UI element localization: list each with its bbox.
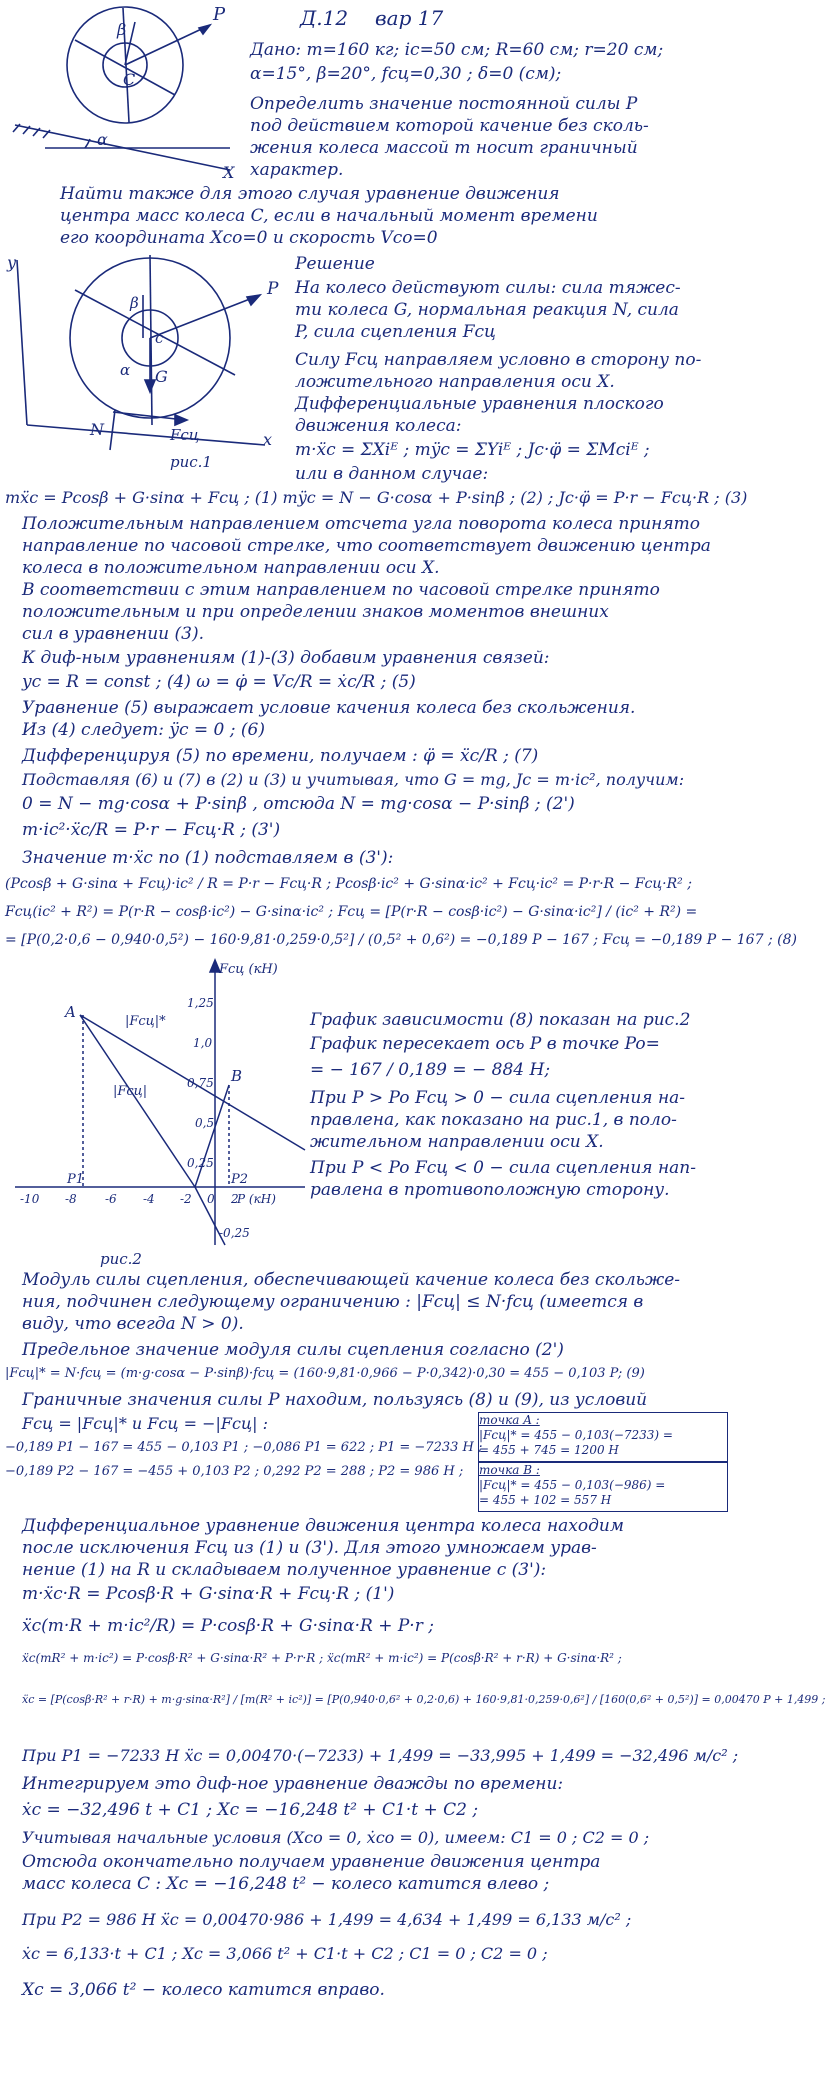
fig2-point-b: B [231,1067,243,1085]
fig1-p-label: P [267,279,279,299]
eq-integ-2: ẋc = 6,133·t + C1 ; Xc = 3,066 t² + C1·t + C2 ; C1 = 0 ; C2 = 0 ; [22,1944,548,1963]
fig2-xtick-2: -6 [105,1192,117,1206]
fig2-xtick-3: -4 [143,1192,155,1206]
body2-line-4: Предельное значение модуля силы сцепления согласно (2') [22,1340,564,1360]
fig1-caption: рис.1 [170,453,212,471]
task-line-4: характер. [250,160,344,180]
task-line-3: жения колеса массой m носит граничный [250,138,638,158]
graph-text-6: жительном направлении оси X. [310,1132,604,1152]
eq-fsc-general: Fсц(ic² + R²) = P(r·R − cosβ·ic²) − G·sinα·ic² ; Fсц = [P(r·R − cosβ·ic²) − G·sinα·ic²] / (ic² + R²) = [5,904,698,920]
solution-line-5: ложительного направления оси X. [295,372,615,392]
fig0-x: X [223,163,235,182]
graph-text-3: = − 167 / 0,189 = − 884 Н; [310,1060,551,1080]
box-b-title: точка B : [479,1463,540,1477]
eq-6: Из (4) следует: ÿc = 0 ; (6) [22,720,265,740]
body-line-6: сил в уравнении (3). [22,624,205,644]
graph-text-1: График зависимости (8) показан на рис.2 [310,1010,691,1030]
given-line-2: α=15°, β=20°, fсц=0,30 ; δ=0 (см); [250,64,562,84]
fig2-xtick-4: -2 [180,1192,192,1206]
eq-p1: −0,189 P1 − 167 = 455 − 0,103 P1 ; −0,086 P1 = 622 ; P1 = −7233 Н ; [5,1440,483,1455]
fig1-f-label: Fсц [170,426,200,444]
solution-title: Решение [295,254,375,274]
box-b-line2: = 455 + 102 = 557 Н [479,1493,612,1507]
body2-line-1: Модуль силы сцепления, обеспечивающей качение колеса без скольже- [22,1270,681,1290]
box-a-line2: = 455 + 745 = 1200 Н [479,1443,619,1457]
figure-2-graph [5,955,310,1260]
body-line-5: положительным и при определении знаков моментов внешних [22,602,609,622]
graph-text-4: При P > Po Fсц > 0 − сила сцепления на- [310,1088,686,1108]
body2-line-11: после исключения Fсц из (1) и (3'). Для этого умножаем урав- [22,1538,597,1558]
fig2-ytick-5: -0,25 [219,1226,250,1240]
eq-p2: −0,189 P2 − 167 = −455 + 0,103 P2 ; 0,292 P2 = 288 ; P2 = 986 Н ; [5,1464,464,1479]
body-line-7: К диф-ным уравнениям (1)-(3) добавим уравнения связей: [22,648,550,668]
eq-7: Дифференцируя (5) по времени, получаем : φ̈ = ẍc/R ; (7) [22,746,539,766]
body2-line-18: Интегрируем это диф-ное уравнение дважды по времени: [22,1774,564,1794]
fig2-line-b [195,1085,229,1187]
given-line-1: Дано: m=160 кг; ic=50 см; R=60 см; r=20 см; [250,40,664,60]
fig2-ytick-3: 0,5 [195,1116,215,1130]
fig0-alpha: α [97,130,108,149]
box-point-b [478,1462,728,1512]
solution-line-1: На колесо действуют силы: сила тяжес- [295,278,681,298]
eq-integ-1: ẋc = −32,496 t + C1 ; Xc = −16,248 t² + C1·t + C2 ; [22,1800,479,1820]
fig2-xtick-5: 0 [207,1192,215,1206]
fig1-n-label: N [90,420,104,439]
fig0-p: P [213,4,226,25]
eq-xc-2: ẍc(mR² + m·ic²) = P·cosβ·R² + G·sinα·R² + P·r·R ; ẍc(mR² + m·ic²) = P(cosβ·R² + r·R) + G·sinα·R² ; [22,1651,622,1665]
eq-9: |Fсц|* = N·fсц = (m·g·cosα − P·sinβ)·fсц = (160·9,81·0,966 − P·0,342)·0,30 = 455 − 0,103 P; (9) [5,1366,645,1381]
body-line-1: Положительным направлением отсчета угла поворота колеса принято [22,514,700,534]
eq-p1-accel: При P1 = −7233 Н ẍc = 0,00470·(−7233) + 1,499 = −33,995 + 1,499 = −32,496 м/с² ; [22,1746,739,1765]
solution-line-4: Силу Fсц направляем условно в сторону по- [295,350,702,370]
problem-number: Д.12 [300,6,349,30]
fig0-c: C [123,70,136,89]
fig2-line-mod [80,1015,195,1187]
eq-xc-1: ẍc(m·R + m·ic²/R) = P·cosβ·R + G·sinα·R + P·r ; [22,1616,434,1636]
fig2-point-p1: P1 [67,1172,85,1187]
fig0-beta: β [117,20,127,39]
eq-3prime: m·ic²·ẍc/R = P·r − Fсц·R ; (3') [22,820,281,840]
body-line-15: Значение m·ẍc по (1) подставляем в (3'): [22,848,394,868]
fig2-ytick-0: 1,25 [187,996,214,1010]
box-a-line1: |Fсц|* = 455 − 0,103(−7233) = [479,1428,673,1442]
fig2-xtick-0: -10 [20,1192,40,1206]
body2-line-10: Дифференциальное уравнение движения центра колеса находим [22,1516,624,1536]
task-line-2: под действием которой качение без сколь- [250,116,649,136]
graph-text-8: равлена в противоположную сторону. [310,1180,670,1200]
fig1-y-label: y [7,253,17,272]
fig2-caption: рис.2 [100,1250,142,1268]
fig2-ytick-2: 0,75 [187,1076,214,1090]
fig1-c-label: c [155,329,164,347]
solution-line-6: Дифференциальные уравнения плоского [295,394,664,414]
task-line-7: его координата Xco=0 и скорость Vco=0 [60,228,438,248]
eq-motion-1: масс колеса C : Xc = −16,248 t² − колесо катится влево ; [22,1874,550,1894]
task-line-1: Определить значение постоянной силы P [250,94,638,114]
body-line-9: Уравнение (5) выражает условие качения колеса без скольжения. [22,698,636,718]
fig2-point-p2: P2 [231,1172,249,1187]
solution-line-9: или в данном случае: [295,464,489,484]
fig1-alpha-label: α [120,361,131,379]
box-point-a [478,1412,728,1462]
fig2-axis-y-label: Fсц (кН) [219,962,278,977]
box-b-line1: |Fсц|* = 455 − 0,103(−986) = [479,1478,666,1492]
fig2-label-mod: |Fсц| [113,1084,148,1099]
body-line-12: Подставляя (6) и (7) в (2) и (3) и учитывая, что G = mg, Jc = m·ic², получим: [22,770,685,789]
eq-2prime: 0 = N − mg·cosα + P·sinβ , отсюда N = mg·cosα − P·sinβ ; (2') [22,794,575,814]
eq-p2-accel: При P2 = 986 Н ẍc = 0,00470·986 + 1,499 = 4,634 + 1,499 = 6,133 м/с² ; [22,1910,632,1929]
task-line-6: центра масс колеса C, если в начальный момент времени [60,206,598,226]
fig2-xtick-1: -8 [65,1192,77,1206]
fig2-label-limit: |Fсц|* [125,1014,166,1029]
body2-line-6: Граничные значения силы P находим, пользуясь (8) и (9), из условий [22,1390,648,1410]
box-a-title: точка A : [479,1413,540,1427]
eq-motion-2: Xc = 3,066 t² − колесо катится вправо. [22,1980,385,2000]
body-line-2: направление по часовой стрелке, что соответствует движению центра [22,536,711,556]
figure-wheel-incline [5,0,240,180]
eq-xc-final: ẍc = [P(cosβ·R² + r·R) + m·g·sinα·R²] / [m(R² + ic²)] = [P(0,940·0,6² + 0,2·0,6) + 160·9,81·0,259·0,6²] / [160(0,6² + 0,5²)] = 0,00470 P + 1,499 ; [22,1693,826,1706]
body-line-3: колеса в положительном направлении оси X. [22,558,440,578]
body2-line-12: нение (1) на R и складываем полученное уравнение с (3'): [22,1560,547,1580]
solution-line-7: движения колеса: [295,416,462,436]
fig1-g-label: G [155,367,168,386]
body2-line-7: Fсц = |Fсц|* и Fсц = −|Fсц| : [22,1414,268,1433]
graph-text-7: При P < Po Fсц < 0 − сила сцепления нап- [310,1158,696,1178]
body2-line-2: ния, подчинен следующему ограничению : |Fсц| ≤ N·fсц (имеется в [22,1292,644,1312]
body-line-4: В соответствии с этим направлением по часовой стрелке принято [22,580,660,600]
solution-eq-general: m·ẍc = ΣXiᴱ ; mÿc = ΣYiᴱ ; Jc·φ̈ = ΣMciᴱ ; [295,440,650,460]
variant-number: вар 17 [375,6,444,30]
fig1-beta-label: β [130,294,139,312]
eq-1-3: mẍc = Pcosβ + G·sinα + Fсц ; (1) mÿc = N − G·cosα + P·sinβ ; (2) ; Jc·φ̈ = P·r − Fсц·R ; (3) [5,488,748,507]
body2-line-21: Отсюда окончательно получаем уравнение движения центра [22,1852,601,1872]
fig2-xtick-6: 2 [231,1192,239,1206]
body2-line-3: виду, что всегда N > 0). [22,1314,244,1334]
fig2-point-a: A [65,1003,76,1021]
fig2-ytick-4: 0,25 [187,1156,214,1170]
fig1-x-label: x [263,430,273,449]
eq-4-5: yc = R = const ; (4) ω = φ̇ = Vc/R = ẋc/R ; (5) [22,672,416,692]
graph-text-5: правлена, как показано на рис.1, в поло- [310,1110,677,1130]
fig2-ytick-1: 1,0 [193,1036,213,1050]
eq-1prime: m·ẍc·R = Pcosβ·R + G·sinα·R + Fсц·R ; (1') [22,1584,395,1604]
fig2-axis-x-label: P (кН) [237,1192,276,1206]
solution-line-3: P, сила сцепления Fсц [295,322,496,342]
task-line-5: Найти также для этого случая уравнение движения [60,184,560,204]
eq-8: = [P(0,2·0,6 − 0,940·0,5²) − 160·9,81·0,259·0,5²] / (0,5² + 0,6²) = −0,189 P − 167 ; Fсц = −0,189 P − 167 ; (8) [5,932,797,948]
graph-text-2: График пересекает ось P в точке Po= [310,1034,660,1054]
solution-line-2: ти колеса G, нормальная реакция N, сила [295,300,679,320]
body2-line-20: Учитывая начальные условия (Xco = 0, ẋco = 0), имеем: C1 = 0 ; C2 = 0 ; [22,1828,650,1847]
figure-1-wheel-forces [5,250,295,450]
eq-substitution: (Pcosβ + G·sinα + Fсц)·ic² / R = P·r − Fсц·R ; Pcosβ·ic² + G·sinα·ic² + Fсц·ic² = P·r·R − Fсц·R² ; [5,876,692,892]
